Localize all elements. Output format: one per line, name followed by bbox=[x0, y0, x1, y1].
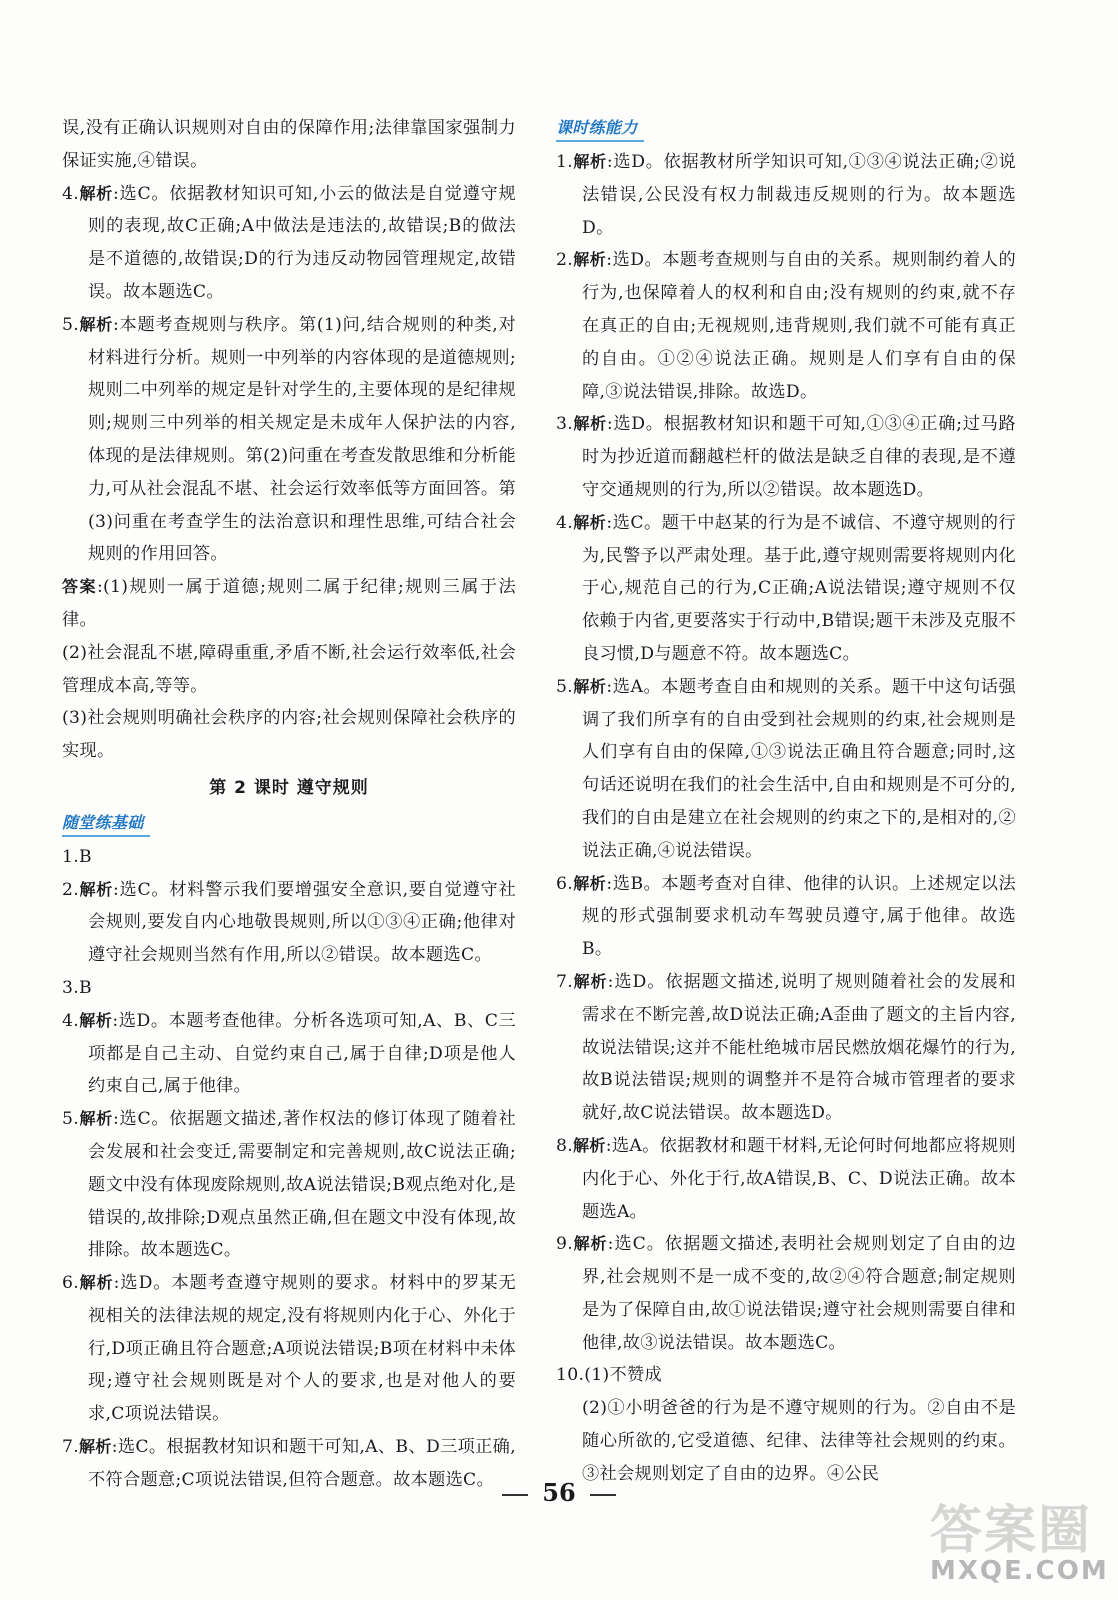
item-text: :选D。本题考查规则与自由的关系。规则制约着人的行为,也保障着人的权利和自由;没有规则的约束,就不存在真正的自由;无视规则,违背规则,我们就不可能有真正的自由。①②④说法正确。规则是人们享有自由的保障,③说法错误,排除。故选D。 bbox=[582, 250, 1016, 402]
answer-item bbox=[62, 178, 516, 309]
left-answer-list bbox=[62, 841, 516, 1497]
item-number: 7. bbox=[556, 971, 573, 992]
analysis-label: 解析 bbox=[79, 879, 113, 899]
answer-item bbox=[556, 408, 1016, 506]
answer-item bbox=[62, 309, 516, 571]
item-text: :选D。本题考查他律。分析各选项可知,A、B、C三项都是自己主动、自觉约束自己,属于自律;D项是他人约束自己,属于他律。 bbox=[88, 1010, 516, 1097]
analysis-label: 解析 bbox=[573, 414, 607, 434]
item-text: :选D。依据题文描述,说明了规则随着社会的发展和需求在不断完善,故D说法正确;A歪曲了题文的主旨内容,故说法错误;这并不能杜绝城市居民燃放烟花爆竹的行为,故B说法错误;规则的调整并不是符合城市管理者的要求就好,故C说法错误。故本题选D。 bbox=[582, 971, 1016, 1124]
item-number: 2. bbox=[556, 250, 573, 271]
analysis-label: 解析 bbox=[573, 676, 607, 696]
dash-right bbox=[590, 1494, 616, 1496]
item-number: 5. bbox=[62, 1109, 79, 1130]
answer-item bbox=[62, 841, 516, 874]
answer-text: :(1)规则一属于道德;规则二属于纪律;规则三属于法律。 bbox=[62, 577, 516, 630]
analysis-label: 解析 bbox=[79, 183, 113, 203]
analysis-label: 解析 bbox=[573, 512, 607, 532]
q10-part-1: 10.(1)不赞成 bbox=[556, 1365, 662, 1386]
answer-item bbox=[556, 1228, 1016, 1359]
right-column bbox=[556, 112, 1016, 1491]
item-text: :选C。材料警示我们要增强安全意识,要自觉遵守社会规则,要发自内心地敬畏规则,所以①③④正确;他律对遵守社会规则当然有作用,所以②错误。故本题选C。 bbox=[88, 879, 516, 966]
answer-part-2: (2)社会混乱不堪,障碍重重,矛盾不断,社会运行效率低,社会管理成本高,等等。 bbox=[62, 642, 516, 696]
item-text: :选A。本题考查自由和规则的关系。题干中这句话强调了我们所享有的自由受到社会规则的约束,社会规则是人们享有自由的保障,①③说法正确且符合题意;同时,这句话还说明在我们的社会生活中,自由和规则是不可分的,我们的自由是建立在社会规则的约束之下的,是相对的,②说法正确,④说法错误。 bbox=[582, 676, 1017, 861]
item-number: 6. bbox=[556, 873, 573, 894]
item-text: :选A。依据教材和题干材料,无论何时何地都应将规则内化于心、外化于行,故A错误,B、C、D说法正确。故本题选A。 bbox=[582, 1135, 1016, 1222]
answer-block bbox=[62, 571, 516, 637]
item-text: :选C。题干中赵某的行为是不诚信、不遵守规则的行为,民警予以严肃处理。基于此,遵守规则需要将规则内化于心,规范自己的行为,C正确;A说法错误;遵守规则不仅依赖于内省,更要落实于行动中,B错误;题干未涉及克服不良习惯,D与题意不符。故本题选C。 bbox=[582, 512, 1016, 664]
answer-item bbox=[62, 874, 516, 972]
item-text: B bbox=[79, 846, 92, 867]
item-text: :本题考查规则与秩序。第(1)问,结合规则的种类,对材料进行分析。规则一中列举的内容体现的是道德规则;规则二中列举的规定是针对学生的,主要体现的是纪律规则;规则三中列举的相关规定是未成年人保护法的内容,体现的是法律规则。第(2)问重在考查发散思维和分析能力,可从社会混乱不堪、社会运行效率低等方面回答。第(3)问重在考查学生的法治意识和理性思维,可结合社会规则的作用回答。 bbox=[88, 314, 516, 565]
analysis-label: 解析 bbox=[79, 1010, 113, 1030]
item-text: B bbox=[79, 977, 92, 998]
answer-item bbox=[556, 1130, 1016, 1228]
analysis-label: 解析 bbox=[573, 971, 608, 991]
item-number: 9. bbox=[556, 1234, 573, 1255]
item-number: 8. bbox=[556, 1135, 573, 1156]
answer-item bbox=[556, 966, 1016, 1130]
analysis-label: 解析 bbox=[79, 1273, 114, 1293]
answer-item bbox=[556, 671, 1016, 868]
continued-text: 误,没有正确认识规则对自由的保障作用;法律靠国家强制力保证实施,④错误。 bbox=[62, 118, 516, 171]
analysis-label: 解析 bbox=[573, 1234, 608, 1254]
item-number: 6. bbox=[62, 1273, 79, 1294]
answer-item bbox=[62, 972, 516, 1005]
item-text: :选D。根据教材知识和题干可知,①③④正确;过马路时为抄近道而翻越栏杆的做法是缺乏自律的表现,是不遵守交通规则的行为,所以②错误。故本题选D。 bbox=[582, 414, 1016, 500]
answer-item bbox=[556, 244, 1016, 408]
left-column bbox=[62, 112, 516, 1497]
item-text: :选C。依据题文描述,著作权法的修订体现了随着社会发展和社会变迁,需要制定和完善规则,故C说法正确;题文中没有体现废除规则,故A说法错误;B观点绝对化,是错误的,故排除;D观点虽然正确,但在题文中没有体现,故排除。故本题选C。 bbox=[88, 1109, 516, 1261]
answer-part-3: (3)社会规则明确社会秩序的内容;社会规则保障社会秩序的实现。 bbox=[62, 708, 516, 762]
item-text: :选D。本题考查遵守规则的要求。材料中的罗某无视相关的法律法规的规定,没有将规则内化于心、外化于行,D项正确且符合题意;A项说法错误;B项在材料中未体现;遵守社会规则既是对个人的要求,也是对他人的要求,C项说法错误。 bbox=[88, 1273, 516, 1425]
analysis-label: 解析 bbox=[573, 152, 607, 171]
item-number: 4. bbox=[62, 1010, 79, 1031]
analysis-label: 解析 bbox=[573, 250, 607, 270]
answer-label: 答案 bbox=[62, 577, 97, 597]
lesson-title: 第 2 课时 遵守规则 bbox=[209, 777, 369, 798]
item-number: 5. bbox=[556, 676, 573, 697]
section-heading-ability: 课时练能力 bbox=[556, 116, 644, 142]
watermark-url: MXQE.COM bbox=[930, 1556, 1109, 1586]
dash-left bbox=[502, 1494, 528, 1496]
analysis-label: 解析 bbox=[79, 1109, 113, 1129]
item-number: 3. bbox=[556, 414, 573, 435]
item-number: 4. bbox=[62, 183, 79, 204]
item-number: 5. bbox=[62, 314, 79, 335]
right-answer-list bbox=[556, 146, 1016, 1359]
answer-item bbox=[62, 1005, 516, 1103]
analysis-label: 解析 bbox=[79, 314, 113, 334]
answer-item bbox=[556, 868, 1016, 966]
answer-item bbox=[62, 1267, 516, 1431]
item-text: :选C。依据教材知识可知,小云的做法是自觉遵守规则的表现,故C正确;A中做法是违法的,故错误;B的做法是不道德的,故错误;D的行为违反动物园管理规定,故错误。故本题选C。 bbox=[88, 183, 516, 302]
item-text: :选C。依据题文描述,表明社会规则划定了自由的边界,社会规则不是一成不变的,故②④符合题意;制定规则是为了保障自由,故①说法错误;遵守社会规则需要自律和他律,故③说法错误。故本题选C。 bbox=[582, 1234, 1017, 1353]
item-number: 4. bbox=[556, 512, 573, 533]
item-number: 7. bbox=[62, 1437, 79, 1458]
item-number: 1. bbox=[556, 152, 573, 172]
section-heading-basic: 随堂练基础 bbox=[62, 811, 150, 837]
item-text: :选B。本题考查对自律、他律的认识。上述规定以法规的形式强制要求机动车驾驶员遵守,属于他律。故选B。 bbox=[582, 873, 1016, 960]
answer-item bbox=[62, 1103, 516, 1267]
item-number: 2. bbox=[62, 879, 79, 900]
analysis-label: 解析 bbox=[573, 1135, 606, 1155]
item-number: 1. bbox=[62, 846, 79, 867]
q10-part-2: (2)①小明爸爸的行为是不遵守规则的行为。②自由不是随心所欲的,它受道德、纪律、法律等社会规则的约束。③社会规则划定了自由的边界。④公民 bbox=[582, 1398, 1016, 1484]
item-number: 3. bbox=[62, 977, 79, 998]
item-text: :选C。根据教材知识和题干可知,A、B、D三项正确,不符合题意;C项说法错误,但符合题意。故本题选C。 bbox=[88, 1437, 516, 1490]
answer-item bbox=[556, 146, 1016, 244]
page-number-text: 56 bbox=[542, 1478, 576, 1507]
analysis-label: 解析 bbox=[573, 873, 607, 893]
analysis-label: 解析 bbox=[79, 1437, 112, 1457]
answer-item bbox=[556, 507, 1016, 671]
item-text: :选D。依据教材所学知识可知,①③④说法正确;②说法错误,公民没有权力制裁违反规则的行为。故本题选D。 bbox=[582, 152, 1016, 238]
watermark-logo: 答案圈 bbox=[930, 1501, 1093, 1561]
